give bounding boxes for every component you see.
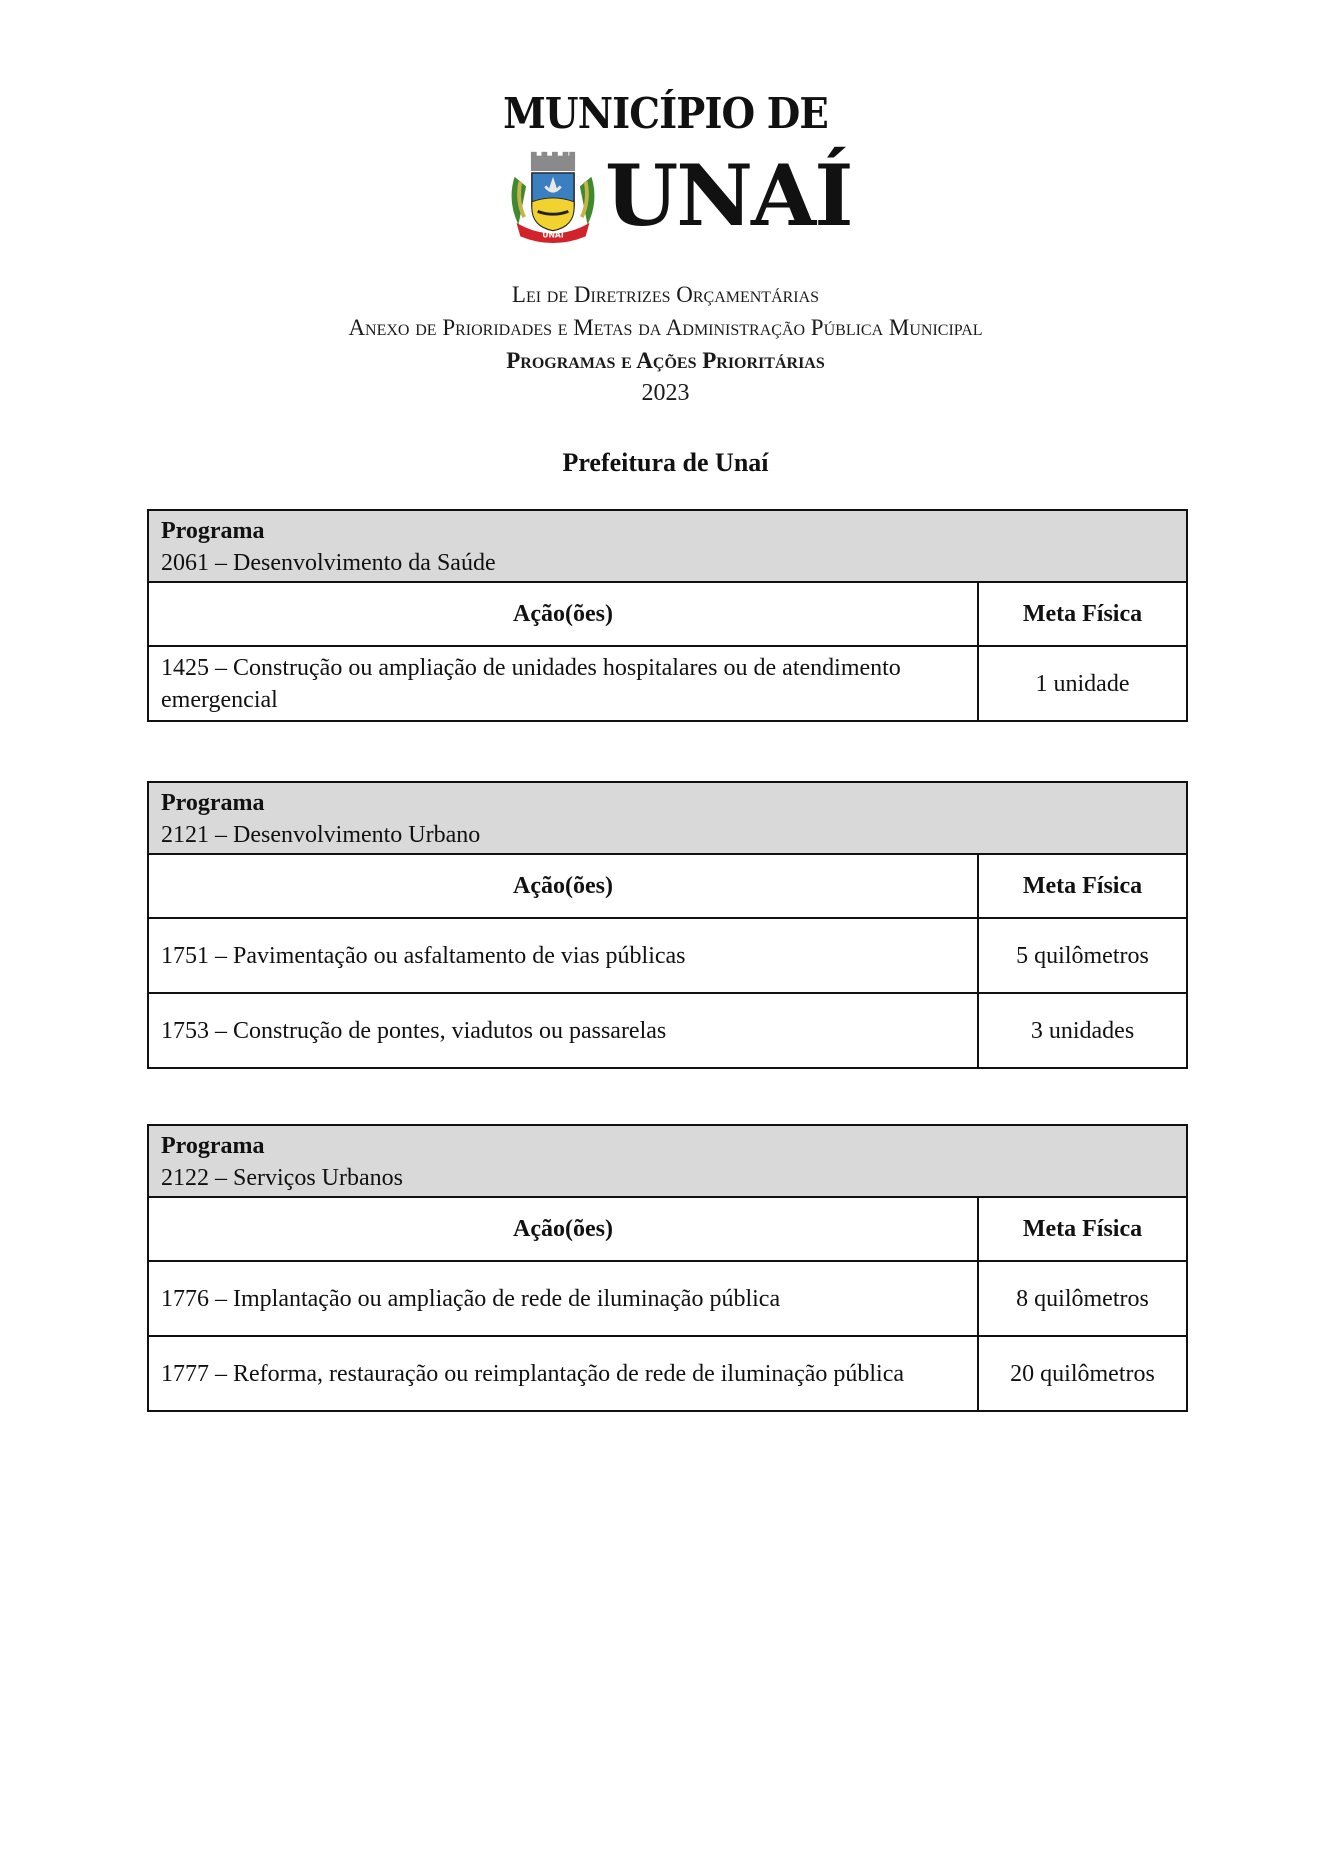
goal-column-header: Meta Física <box>978 582 1187 646</box>
header-year: 2023 <box>641 380 690 406</box>
program-label: Programa <box>161 1133 265 1159</box>
program-label: Programa <box>161 518 265 544</box>
column-header-row <box>148 582 1187 646</box>
actions-column-header: Ação(ões) <box>148 1197 978 1261</box>
program-header-row <box>148 1125 1187 1197</box>
table-row <box>148 993 1187 1068</box>
municipal-coat-of-arms-icon <box>505 148 601 244</box>
goal-cell: 1 unidade <box>978 646 1187 721</box>
program-name: 2061 – Desenvolvimento da Saúde <box>161 550 496 576</box>
table-row <box>148 1336 1187 1411</box>
document-header <box>0 278 1331 410</box>
program-label: Programa <box>161 790 265 816</box>
table-row <box>148 646 1187 721</box>
action-cell: 1751 – Pavimentação ou asfaltamento de vias públicas <box>148 918 978 993</box>
header-annex-title: Anexo de Prioridades e Metas da Administração Pública Municipal <box>348 315 983 340</box>
goal-cell: 8 quilômetros <box>978 1261 1187 1336</box>
column-header-row <box>148 854 1187 918</box>
actions-column-header: Ação(ões) <box>148 854 978 918</box>
goal-cell: 3 unidades <box>978 993 1187 1068</box>
program-header-cell <box>148 510 1187 582</box>
logo-title-line1: MUNICÍPIO DE <box>503 89 828 138</box>
goal-column-header: Meta Física <box>978 854 1187 918</box>
header-section-title: Programas e Ações Prioritárias <box>506 348 825 373</box>
program-name: 2122 – Serviços Urbanos <box>161 1165 403 1191</box>
logo-title-row <box>505 146 852 245</box>
program-table <box>147 509 1188 722</box>
actions-column-header: Ação(ões) <box>148 582 978 646</box>
action-cell: 1777 – Reforma, restauração ou reimplantação de rede de iluminação pública <box>148 1336 978 1411</box>
program-header-row <box>148 782 1187 854</box>
goal-cell: 5 quilômetros <box>978 918 1187 993</box>
program-table <box>147 781 1188 1069</box>
entity-title: Prefeitura de Unaí <box>562 448 769 477</box>
goal-column-header: Meta Física <box>978 1197 1187 1261</box>
program-header-cell <box>148 1125 1187 1197</box>
program-header-row <box>148 510 1187 582</box>
action-cell: 1753 – Construção de pontes, viadutos ou passarelas <box>148 993 978 1068</box>
table-row <box>148 918 1187 993</box>
action-cell: 1776 – Implantação ou ampliação de rede de iluminação pública <box>148 1261 978 1336</box>
crest-ribbon-text: UNAÍ <box>542 230 564 240</box>
logo-title-line2: UNAÍ <box>605 146 852 245</box>
table-row <box>148 1261 1187 1336</box>
program-name: 2121 – Desenvolvimento Urbano <box>161 822 481 848</box>
column-header-row <box>148 1197 1187 1261</box>
program-table <box>147 1124 1188 1412</box>
action-cell: 1425 – Construção ou ampliação de unidades hospitalares ou de atendimento emergencial <box>148 646 978 721</box>
header-law-title: Lei de Diretrizes Orçamentárias <box>511 282 820 307</box>
program-header-cell <box>148 782 1187 854</box>
goal-cell: 20 quilômetros <box>978 1336 1187 1411</box>
